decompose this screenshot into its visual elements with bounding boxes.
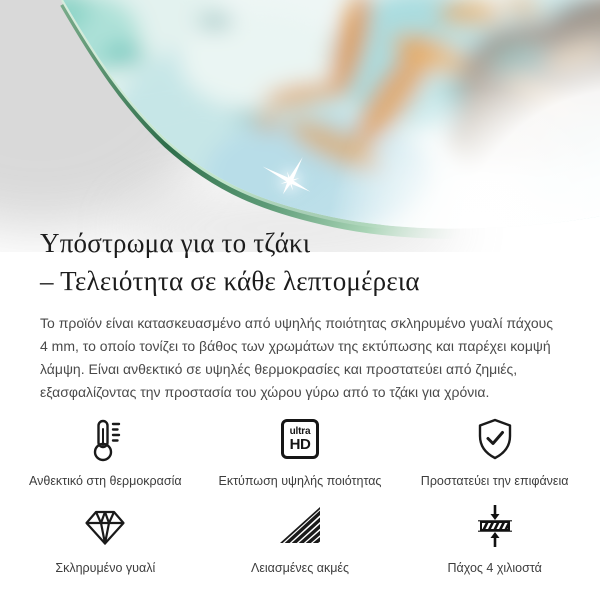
page-title-line2: – Τελειότητα σε κάθε λεπτομέρεια [40, 266, 420, 296]
feature-label: Ανθεκτικό στη θερμοκρασία [29, 474, 182, 488]
thermometer-icon [81, 414, 129, 464]
feature-label: Προστατεύει την επιφάνεια [420, 474, 569, 488]
product-hero-image [0, 0, 600, 252]
ultra-hd-icon [281, 414, 319, 464]
polished-edges-icon [276, 501, 324, 551]
page-title [40, 224, 560, 300]
product-description: Το προϊόν είναι κατασκευασμένο από υψηλής ποιότητας σκληρυμένο γυαλί πάχους 4 mm, το οποίο τονίζει το βάθος των χρωμάτων της εκτύπωσης και παρέχει κομψή λάμψη. Είναι ανθεκτικό σε υψηλές θερμοκρασίες και προστατεύει από ζημιές, εξασφαλίζοντας την προστασία του χώρου γύρω από το τζάκι για χρόνια. [40, 315, 554, 400]
feature-item-heat-resistant [8, 414, 203, 489]
features-grid [0, 414, 600, 576]
feature-label: Πάχος 4 χιλιοστά [447, 561, 542, 575]
feature-item-surface-protection [397, 414, 592, 489]
shield-check-icon [471, 414, 519, 464]
thickness-icon [471, 501, 519, 551]
feature-item-ultra-hd-print [203, 414, 398, 489]
page-title-line1: Υπόστρωμα για το τζάκι [40, 228, 311, 258]
diamond-icon [81, 501, 129, 551]
feature-label: Λειασμένες ακμές [250, 561, 349, 575]
ultra-hd-badge-top-text: ultra [289, 426, 311, 437]
feature-item-tempered-glass [8, 501, 203, 576]
feature-item-thickness-4mm [397, 501, 592, 576]
product-info-section [0, 224, 600, 576]
glass-disc-illustration [0, 0, 600, 252]
feature-item-polished-edges [203, 501, 398, 576]
ultra-hd-badge-bottom-text: HD [289, 436, 311, 453]
feature-label: Σκληρυμένο γυαλί [55, 561, 156, 575]
feature-label: Εκτύπωση υψηλής ποιότητας [218, 474, 382, 488]
